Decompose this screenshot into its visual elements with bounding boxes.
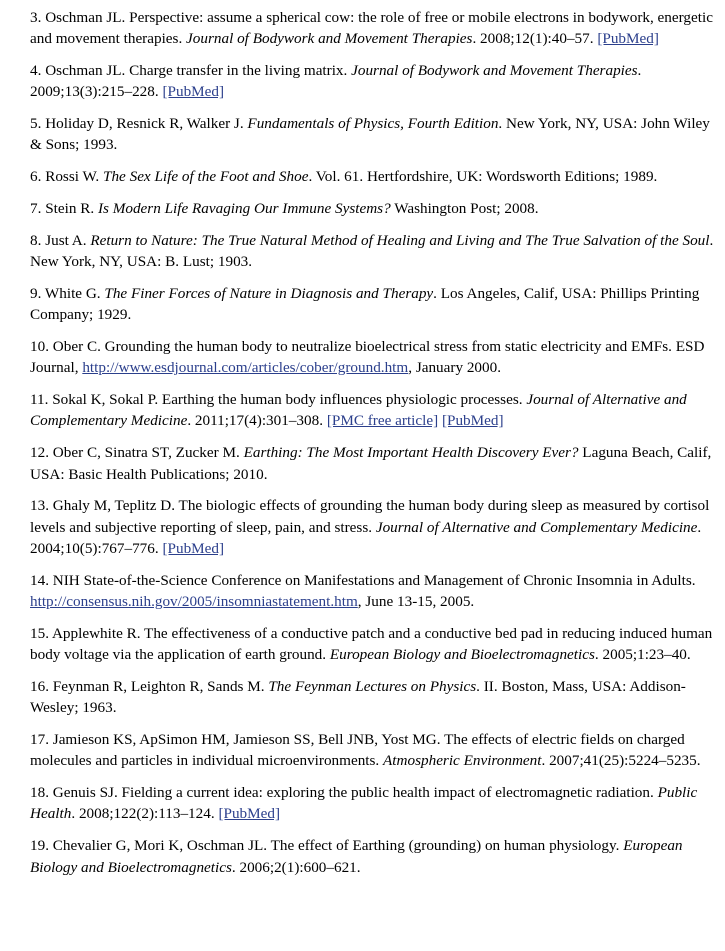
reference-text: Stein R. <box>45 200 98 218</box>
reference-number: 9. <box>30 284 42 302</box>
reference-number: 8. <box>30 231 42 249</box>
pubmed-link[interactable]: [PubMed] <box>218 805 281 823</box>
reference-source: European Biology and Bioelectromagnetics <box>30 837 683 876</box>
reference-number: 19. <box>30 837 49 855</box>
reference-source: The Sex Life of the Foot and Shoe <box>103 168 309 186</box>
reference-details: . 2007;41(25):5224–5235. <box>541 752 701 770</box>
reference-text: Holiday D, Resnick R, Walker J. <box>45 115 248 133</box>
reference-number: 3. <box>30 9 42 26</box>
reference-text: Genuis SJ. Fielding a current idea: exploring the public health impact of electromagnetic radiation. <box>52 784 658 802</box>
reference-item <box>30 283 717 326</box>
reference-number: 6. <box>30 168 42 186</box>
reference-source: Public Health <box>30 784 698 823</box>
pubmed-link[interactable]: [PubMed] <box>162 539 225 557</box>
reference-item <box>30 60 717 103</box>
reference-source: Journal of Bodywork and Movement Therapies <box>186 30 473 48</box>
reference-details: . New York, NY, USA: John Wiley & Sons; 1993. <box>30 115 710 154</box>
reference-number: 10. <box>30 338 49 356</box>
reference-source: Journal of Bodywork and Movement Therapies <box>351 62 638 80</box>
reference-item <box>30 166 717 187</box>
reference-source: Fundamentals of Physics, Fourth Edition <box>247 115 499 133</box>
reference-number: 14. <box>30 571 49 589</box>
reference-text: Rossi W. <box>45 168 104 186</box>
reference-details: . II. Boston, Mass, USA: Addison-Wesley; 1963. <box>30 677 686 717</box>
reference-item <box>30 389 717 432</box>
reference-item <box>30 729 717 772</box>
reference-text: Just A. <box>45 231 91 249</box>
reference-text: Ober C, Sinatra ST, Zucker M. <box>52 444 244 462</box>
reference-details: . 2006;2(1):600–621. <box>231 858 361 876</box>
reference-item <box>30 0 717 50</box>
reference-number: 11. <box>30 391 49 409</box>
reference-source: Journal of Alternative and Complementary Medicine <box>375 518 698 536</box>
reference-source: The Feynman Lectures on Physics <box>268 677 477 695</box>
reference-item <box>30 198 717 219</box>
reference-source: Is Modern Life Ravaging Our Immune Systems? <box>97 200 391 218</box>
reference-text: NIH State-of-the-Science Conference on Manifestations and Management of Chronic Insomnia in Adults. <box>52 571 696 589</box>
pubmed-link[interactable]: [PubMed] <box>597 30 659 48</box>
reference-text: Jamieson KS, ApSimon HM, Jamieson SS, Bell JNB, Yost MG. The effects of electric fields on charged molecules and particles in individual microenvironments. <box>30 731 685 770</box>
reference-text: White G. <box>44 284 105 302</box>
reference-text: Ober C. Grounding the human body to neutralize bioelectrical stress from static electricity and EMFs. ESD Journal, <box>30 338 705 377</box>
pubmed-link[interactable]: [PubMed] <box>162 83 225 101</box>
reference-text: Feynman R, Leighton R, Sands M. <box>52 677 269 695</box>
reference-number: 16. <box>30 677 49 695</box>
reference-number: 5. <box>30 115 42 133</box>
reference-number: 18. <box>30 784 49 802</box>
reference-source: Earthing: The Most Important Health Discovery Ever? <box>243 444 579 462</box>
reference-item <box>30 676 717 719</box>
reference-text: Chevalier G, Mori K, Oschman JL. The effect of Earthing (grounding) on human physiology. <box>52 837 624 855</box>
pubmed-link[interactable]: [PubMed] <box>441 412 504 430</box>
reference-details: Washington Post; 2008. <box>390 200 539 218</box>
reference-number: 7. <box>30 200 42 218</box>
reference-details: . New York, NY, USA: B. Lust; 1903. <box>30 231 714 271</box>
reference-item <box>30 782 717 825</box>
reference-text: Oschman JL. Perspective: assume a spherical cow: the role of free or mobile electrons in bodywork, energetic and movement therapies. <box>30 9 713 48</box>
reference-details: . 2004;10(5):767–776. <box>30 518 702 557</box>
reference-text: Sokal K, Sokal P. Earthing the human body influences physiologic processes. <box>52 391 527 409</box>
reference-url-link[interactable]: http://consensus.nih.gov/2005/insomniastatement.htm <box>30 593 358 611</box>
reference-item <box>30 570 717 613</box>
reference-source: Atmospheric Environment <box>383 752 542 770</box>
reference-item <box>30 495 717 559</box>
reference-item <box>30 442 717 485</box>
reference-details: . 2008;122(2):113–124. <box>71 805 219 823</box>
reference-source: Journal of Alternative and Complementary Medicine <box>30 391 687 430</box>
reference-item <box>30 623 717 666</box>
reference-number: 4. <box>30 62 42 80</box>
reference-text: Applewhite R. The effectiveness of a conductive patch and a conductive bed pad in reducing induced human body voltage via the application of earth ground. <box>30 624 713 664</box>
reference-details: . 2005;1:23–40. <box>594 646 691 664</box>
reference-item <box>30 835 717 878</box>
reference-source: European Biology and Bioelectromagnetics <box>329 646 595 664</box>
pmc-free-article-link[interactable]: [PMC free article] <box>326 412 439 430</box>
reference-source: The Finer Forces of Nature in Diagnosis and Therapy <box>104 284 434 302</box>
reference-number: 12. <box>30 444 49 462</box>
reference-item <box>30 230 717 273</box>
reference-number: 15. <box>30 624 49 642</box>
reference-item <box>30 336 717 379</box>
reference-source: Return to Nature: The True Natural Method of Healing and Living and The True Salvation of the Soul <box>90 231 710 249</box>
reference-details: , June 13-15, 2005. <box>357 593 475 611</box>
reference-details: . Vol. 61. Hertfordshire, UK: Wordsworth Editions; 1989. <box>308 168 658 186</box>
reference-details: . 2011;17(4):301–308. <box>187 412 327 430</box>
reference-details: . 2008;12(1):40–57. <box>472 30 598 48</box>
reference-details: Laguna Beach, Calif, USA: Basic Health Publications; 2010. <box>30 444 712 483</box>
reference-details: , January 2000. <box>408 359 502 377</box>
reference-item <box>30 113 717 156</box>
reference-text: Oschman JL. Charge transfer in the living matrix. <box>45 62 352 80</box>
reference-number: 17. <box>30 731 49 749</box>
reference-text: Ghaly M, Teplitz D. The biologic effects of grounding the human body during sleep as measured by cortisol levels and subjective reporting of sleep, pain, and stress. <box>30 497 710 536</box>
reference-url-link[interactable]: http://www.esdjournal.com/articles/cober/ground.htm <box>82 359 409 377</box>
reference-details: . 2009;13(3):215–228. <box>30 62 642 101</box>
reference-details: . Los Angeles, Calif, USA: Phillips Printing Company; 1929. <box>30 284 700 324</box>
reference-number: 13. <box>30 497 49 515</box>
